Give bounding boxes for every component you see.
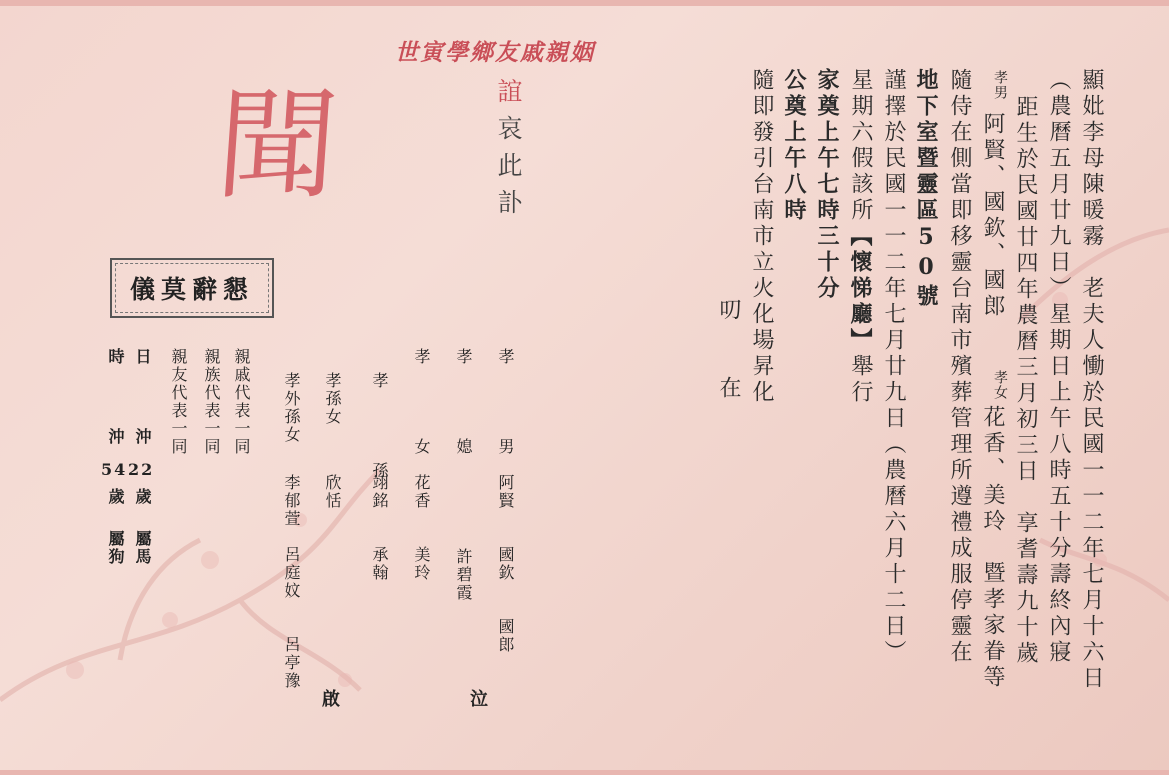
notice-col-1: 顯妣李母陳暖霧 老夫人慟於民國一一二年七月十六日	[1079, 68, 1104, 692]
day-chong	[134, 428, 150, 446]
family-daughters-in-law-names: 許碧霞	[454, 548, 473, 602]
day-zodiac	[134, 530, 150, 566]
notice-col-8-c: 舉行	[848, 354, 873, 406]
mourning-phrase	[490, 78, 526, 226]
day-label-char: 日	[133, 348, 152, 366]
time-zodiac	[107, 530, 123, 566]
family-daughters-names: 花香 美玲	[412, 474, 431, 582]
family-sons-names: 阿賢 國欽 國郎	[496, 474, 515, 654]
family-grandsons-names: 翊銘 承翰	[370, 474, 389, 582]
day-sui	[134, 488, 150, 506]
relatives-rep-3: 親友代表一同	[169, 348, 188, 456]
notice-col-2: （農曆五月廿九日）星期日上午八時五十分壽終內寢	[1046, 68, 1071, 666]
time-sui-char: 歲	[106, 488, 125, 506]
declines-gifts-box	[110, 258, 274, 318]
greeting-header: 世寅學鄉友戚親姻	[395, 39, 595, 66]
time-zodiac-text: 屬狗	[106, 530, 125, 566]
day-age: 22	[128, 460, 155, 479]
family-daughters-label: 孝 女	[412, 348, 431, 456]
notice-col-5: 隨侍在側當即移靈台南市殯葬管理所遵禮成服停靈在	[947, 68, 972, 666]
family-sons-label: 孝 男	[496, 348, 515, 456]
family-granddaughters-label: 孝孫女	[323, 372, 342, 426]
notice-col-8	[849, 68, 871, 406]
notice-col-4-daughters: 花香、美玲 暨孝家眷等	[980, 405, 1005, 691]
notice-col-7: 謹擇於民國一一二年七月廿九日（農曆六月十二日）	[881, 68, 906, 666]
notice-col-10: 公奠上午八時	[781, 68, 807, 224]
family-ext-granddaughters-label: 孝外孫女	[282, 372, 301, 444]
notice-col-11: 隨即發引台南市立火化場昇化	[749, 68, 774, 406]
day-chong-char: 沖	[133, 428, 152, 446]
time-label-char: 時	[106, 348, 125, 366]
notice-col-9: 家奠上午七時三十分	[814, 68, 840, 302]
announce-closing-character: 啟	[322, 689, 342, 710]
family-granddaughters-names: 欣恬	[323, 474, 342, 510]
family-ext-granddaughters-names: 李郁萱 呂庭妏 呂亭豫	[282, 474, 301, 690]
mourning-prefix: 誼	[494, 78, 523, 115]
family-daughters-in-law-label: 孝 媳	[454, 348, 473, 456]
notice-col-8-a: 星期六假該所	[848, 68, 873, 224]
relatives-rep-2: 親族代表一同	[202, 348, 221, 456]
day-zodiac-text: 屬馬	[133, 530, 152, 566]
day-sui-char: 歲	[133, 488, 152, 506]
family-grandsons-label: 孝 孫	[370, 372, 389, 480]
notice-col-4-label-daughters: 孝女	[992, 370, 1008, 400]
time-chong-char: 沖	[106, 428, 125, 446]
notice-col-12: 叨 在	[716, 298, 741, 402]
day-label	[134, 348, 150, 366]
relatives-rep-1: 親戚代表一同	[232, 348, 251, 456]
notice-col-4-sons: 阿賢、國欽、國郎	[980, 112, 1005, 320]
mourning-rest: 哀此訃	[494, 115, 523, 226]
notice-col-6: 地下室暨靈區50號	[913, 68, 939, 310]
announce-character: 聞	[212, 77, 343, 216]
notice-col-3: 距生於民國廿四年農曆三月初三日 享耆壽九十歲	[1013, 95, 1038, 667]
time-sui	[107, 488, 123, 506]
weep-character: 泣	[470, 689, 490, 710]
declines-gifts-text: 儀莫辭懇	[129, 275, 254, 304]
notice-col-8-hall: 【懷悌廳】	[847, 224, 873, 354]
time-label	[107, 348, 123, 366]
time-chong	[107, 428, 123, 446]
time-age: 54	[101, 460, 128, 479]
notice-col-4-label-sons: 孝男	[992, 70, 1008, 100]
